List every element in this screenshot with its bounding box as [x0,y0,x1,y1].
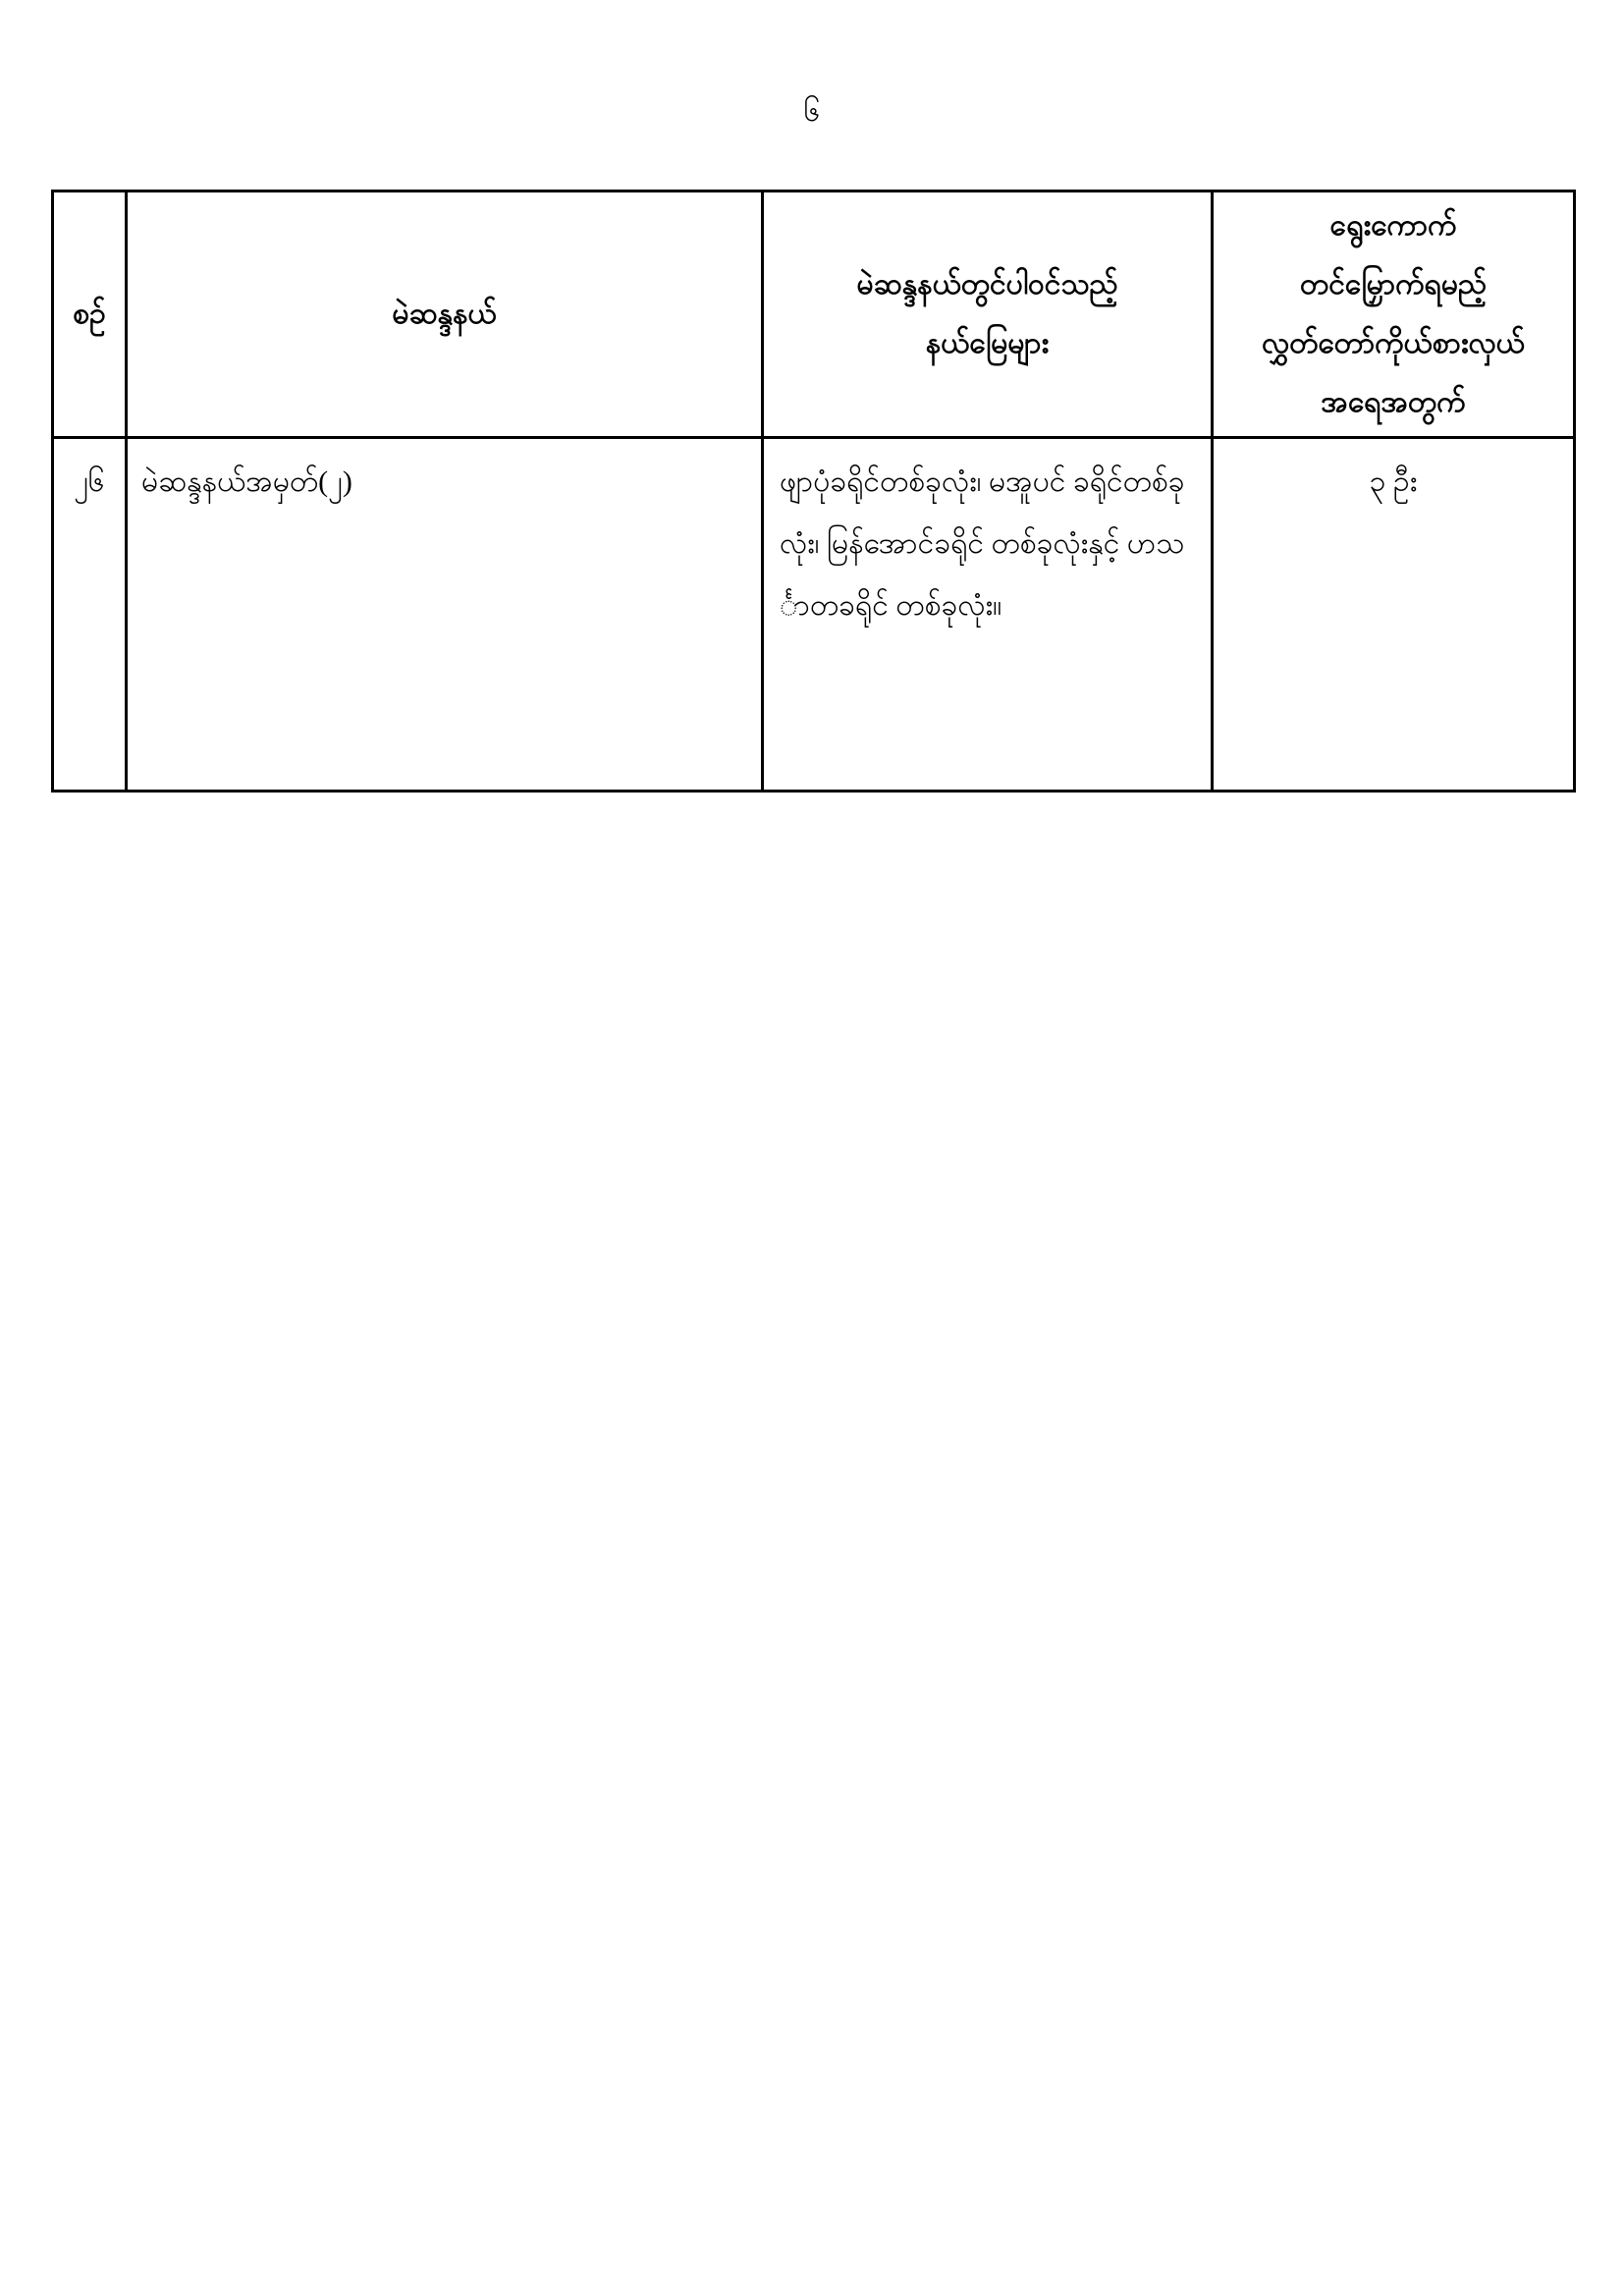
header-row [53,191,1575,438]
cell-representatives: ၃ ဦး [1213,438,1575,792]
header-constituency-label: မဲဆန္ဒနယ် [392,298,497,330]
header-cell-constituency [127,191,763,438]
header-areas-line-1: မဲဆန္ဒနယ်တွင်ပါဝင်သည့် [856,268,1118,301]
cell-areas: ဖျာပုံခရိုင်တစ်ခုလုံး၊ မအူပင် ခရိုင်တစ်ခုလုံး၊ မြန်အောင်ခရိုင် တစ်ခုလုံးနှင့် ဟသင်္ာတခရိုင် တစ်ခုလုံး။ [763,438,1213,792]
header-representatives-line-4: အရေအတွက် [1321,386,1466,418]
header-serial-label: စဉ် [73,298,106,330]
header-representatives-line-3: လွှတ်တော်ကိုယ်စားလှယ် [1262,327,1525,359]
table-row [53,438,1575,792]
page-number: ၆ [803,95,821,128]
header-cell-representatives [1213,191,1575,438]
header-representatives-line-2: တင်မြှောက်ရမည့် [1300,268,1487,301]
header-areas-line-2: နယ်မြေများ [925,327,1050,359]
cell-serial: ၂၆ [53,438,127,792]
cell-constituency: မဲဆန္ဒနယ်အမှတ်(၂) [127,438,763,792]
header-cell-serial [53,191,127,438]
header-representatives-line-1: ရွေးကောက် [1329,209,1457,242]
constituency-table [51,190,1576,793]
header-cell-areas [763,191,1213,438]
